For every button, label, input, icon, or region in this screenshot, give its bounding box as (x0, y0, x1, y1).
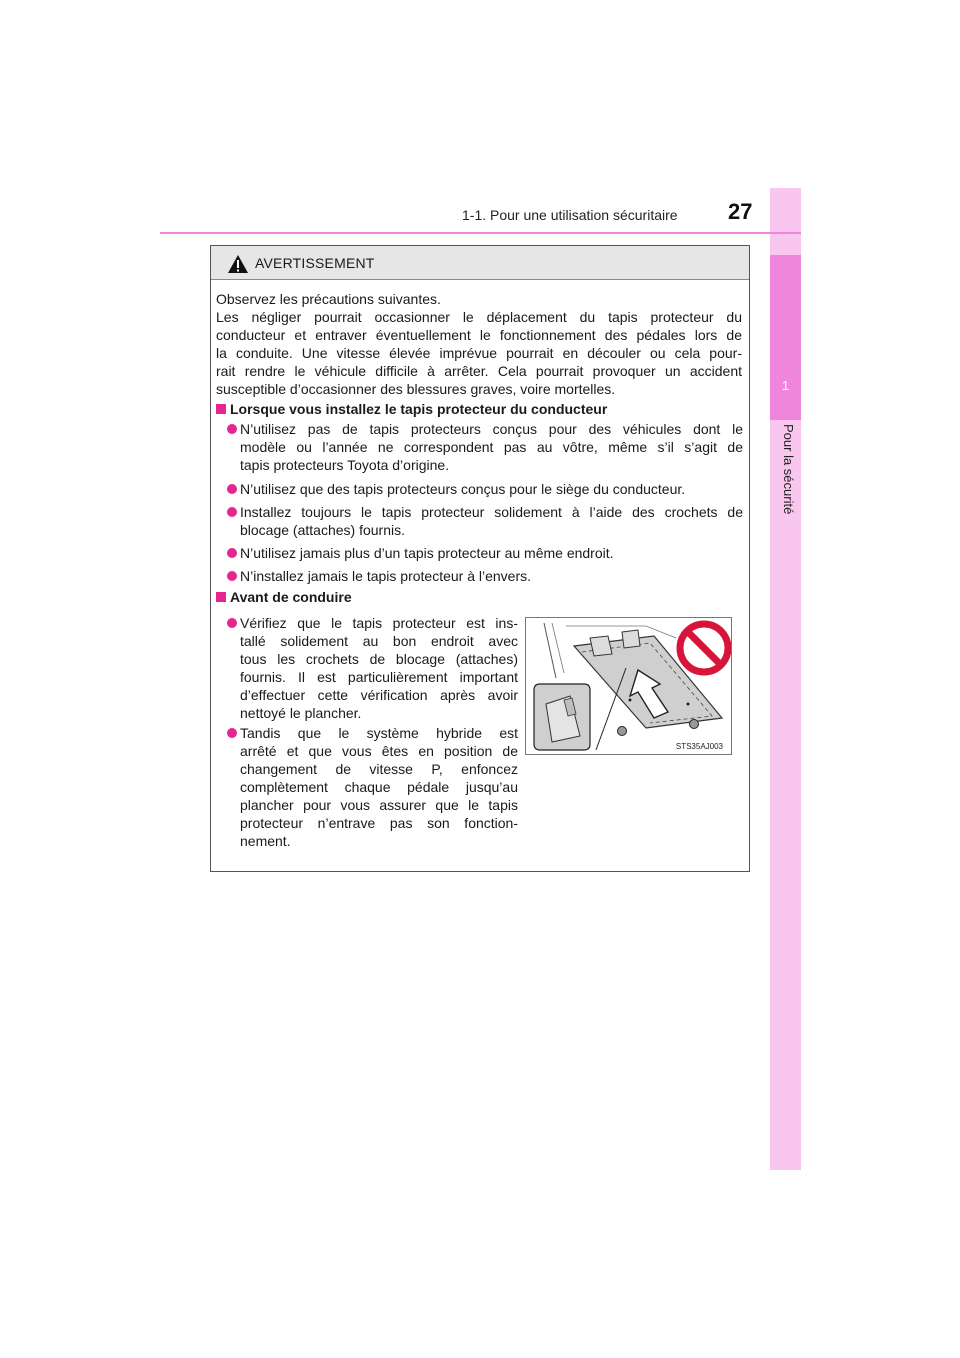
round-bullet-icon (227, 618, 237, 628)
section-title: 1-1. Pour une utilisation sécuritaire (462, 207, 678, 223)
figure-id-label: STS35AJ003 (675, 742, 723, 751)
round-bullet-icon (227, 484, 237, 494)
warning-title: AVERTISSEMENT (255, 255, 375, 271)
header-rule (160, 232, 801, 234)
warning-intro (216, 290, 742, 398)
intro-line: rait rendre le véhicule difficile à arrêter. Cela pourrait provoquer un accident (216, 363, 742, 379)
round-bullet-icon (227, 728, 237, 738)
list-item: Vérifiez que le tapis protecteur est ins- tallé solidement au bon endroit avec tous les crochets de blocage (attaches) fournis. Il est particulièrement important d’effectuer cette vérification après avoir nettoyé le plancher. (227, 614, 518, 722)
floor-mat-illustration (525, 617, 732, 755)
side-tab-number: 1 (781, 378, 790, 393)
warning-header (211, 246, 749, 280)
page-number: 27 (728, 199, 753, 224)
list-item: N’utilisez jamais plus d’un tapis protecteur au même endroit. (227, 544, 743, 562)
list-item: Tandis que le système hybride est arrêté et que vous êtes en position de changement de vitesse P, enfoncez complètement chaque pédale jusqu’au plancher pour vous assurer que le tapis protecteur n’entrave pas son fonction- nement. (227, 724, 518, 850)
intro-line: susceptible d’occasionner des blessures graves, voire mortelles. (216, 381, 616, 397)
list-item: N’installez jamais le tapis protecteur à l’envers. (227, 567, 743, 585)
list-item: N’utilisez pas de tapis protecteurs conçus pour des véhicules dont le modèle ou l’année ne correspondent pas au vôtre, même s’il s’agit de tapis protecteurs Toyota d’origine. (227, 420, 743, 474)
warning-triangle-icon (227, 254, 249, 274)
side-tab-label: Pour la sécurité (781, 424, 796, 515)
square-bullet-icon (216, 404, 226, 414)
section-heading-installation: Lorsque vous installez le tapis protecteur du conducteur (216, 401, 607, 417)
list-item: N’utilisez que des tapis protecteurs conçus pour le siège du conducteur. (227, 480, 743, 498)
round-bullet-icon (227, 571, 237, 581)
list-item: Installez toujours le tapis protecteur solidement à l’aide des crochets de blocage (attaches) fournis. (227, 503, 743, 539)
warning-box (210, 245, 750, 872)
intro-line: Observez les précautions suivantes. (216, 291, 441, 307)
intro-line: Les négliger pourrait occasionner le déplacement du tapis protecteur du (216, 309, 742, 325)
intro-line: la conduite. Une vitesse élevée imprévue pourrait en découler ou cela pour- (216, 345, 742, 361)
intro-line: conducteur et entraver éventuellement le fonctionnement des pédales lors de (216, 327, 742, 343)
round-bullet-icon (227, 424, 237, 434)
floor-mat-drawing (526, 618, 731, 754)
round-bullet-icon (227, 548, 237, 558)
section-heading-before-driving: Avant de conduire (216, 589, 352, 605)
square-bullet-icon (216, 592, 226, 602)
round-bullet-icon (227, 507, 237, 517)
side-tab-active-section[interactable] (770, 255, 801, 420)
